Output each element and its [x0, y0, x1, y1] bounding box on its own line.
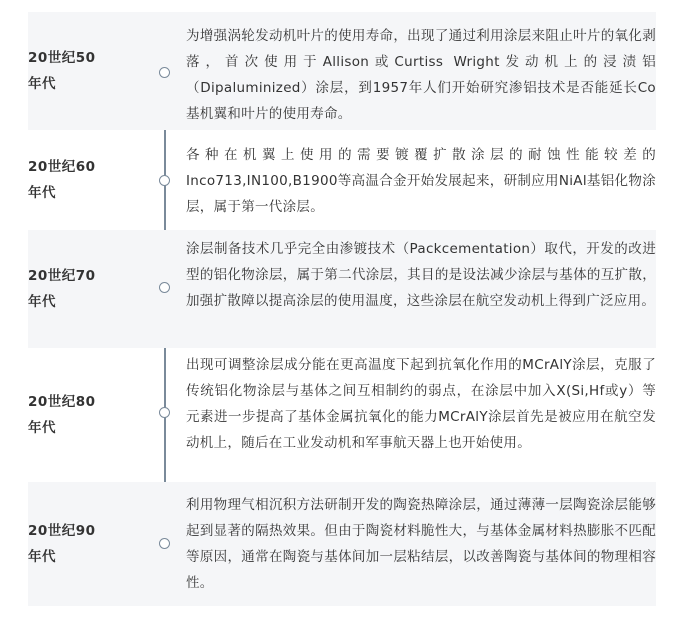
timeline-row-1950s — [28, 12, 656, 130]
timeline-node-1960s — [159, 175, 170, 186]
period-decade: 20世纪50 — [28, 50, 96, 66]
period-suffix: 年代 — [28, 294, 56, 310]
period-label — [28, 482, 148, 606]
period-description: 利用物理气相沉积方法研制开发的陶瓷热障涂层，通过薄薄一层陶瓷涂层能够起到显著的隔热效果。但由于陶瓷材料脆性大，与基体金属材料热膨胀不匹配等原因，通常在陶瓷与基体间加一层粘结层，以改善陶瓷与基体间的物理相容性。 — [186, 497, 656, 591]
timeline-row-1980s — [28, 348, 656, 482]
timeline-row-1970s — [28, 230, 656, 348]
period-decade: 20世纪70 — [28, 268, 96, 284]
period-suffix: 年代 — [28, 185, 56, 201]
period-decade: 20世纪90 — [28, 523, 96, 539]
period-description: 出现可调整涂层成分能在更高温度下起到抗氧化作用的MCrAlY涂层，克服了传统铝化物涂层与基体之间互相制约的弱点，在涂层中加入X(Si,Hf或y）等元素进一步提高了基体金属抗氧化的能力MCrAlY涂层首先是被应用在航空发动机上，随后在工业发动机和军事航天器上也开始使用。 — [186, 357, 656, 451]
period-suffix: 年代 — [28, 76, 56, 92]
period-suffix: 年代 — [28, 549, 56, 565]
timeline-node-1970s — [159, 282, 170, 293]
period-description: 涂层制备技术几乎完全由渗镀技术（Packcementation）取代，开发的改进型的铝化物涂层，属于第二代涂层，其目的是设法减少涂层与基体的互扩散，加强扩散障以提高涂层的使用温度，这些涂层在航空发动机上得到广泛应用。 — [186, 241, 656, 309]
timeline-node-1990s — [159, 538, 170, 549]
timeline-node-1950s — [159, 67, 170, 78]
timeline-row-1960s — [28, 130, 656, 230]
period-decade: 20世纪60 — [28, 159, 96, 175]
period-label — [28, 230, 148, 348]
period-description: 为增强涡轮发动机叶片的使用寿命，出现了通过利用涂层来阻止叶片的氧化剥落，首次使用于Allison或Curtiss Wright发动机上的浸渍铝（Dipaluminized）涂层，到1957年人们开始研究渗铝技术是否能延长Co基机翼和叶片的使用寿命。 — [186, 28, 656, 122]
period-label — [28, 348, 148, 482]
period-suffix: 年代 — [28, 420, 56, 436]
period-label — [28, 12, 148, 130]
period-label — [28, 130, 148, 230]
timeline-node-1980s — [159, 407, 170, 418]
timeline-row-1990s — [28, 482, 656, 606]
period-description: 各种在机翼上使用的需要镀覆扩散涂层的耐蚀性能较差的Inco713,IN100,B1900等高温合金开始发展起来，研制应用NiAl基铝化物涂层，属于第一代涂层。 — [186, 147, 656, 215]
period-decade: 20世纪80 — [28, 394, 96, 410]
